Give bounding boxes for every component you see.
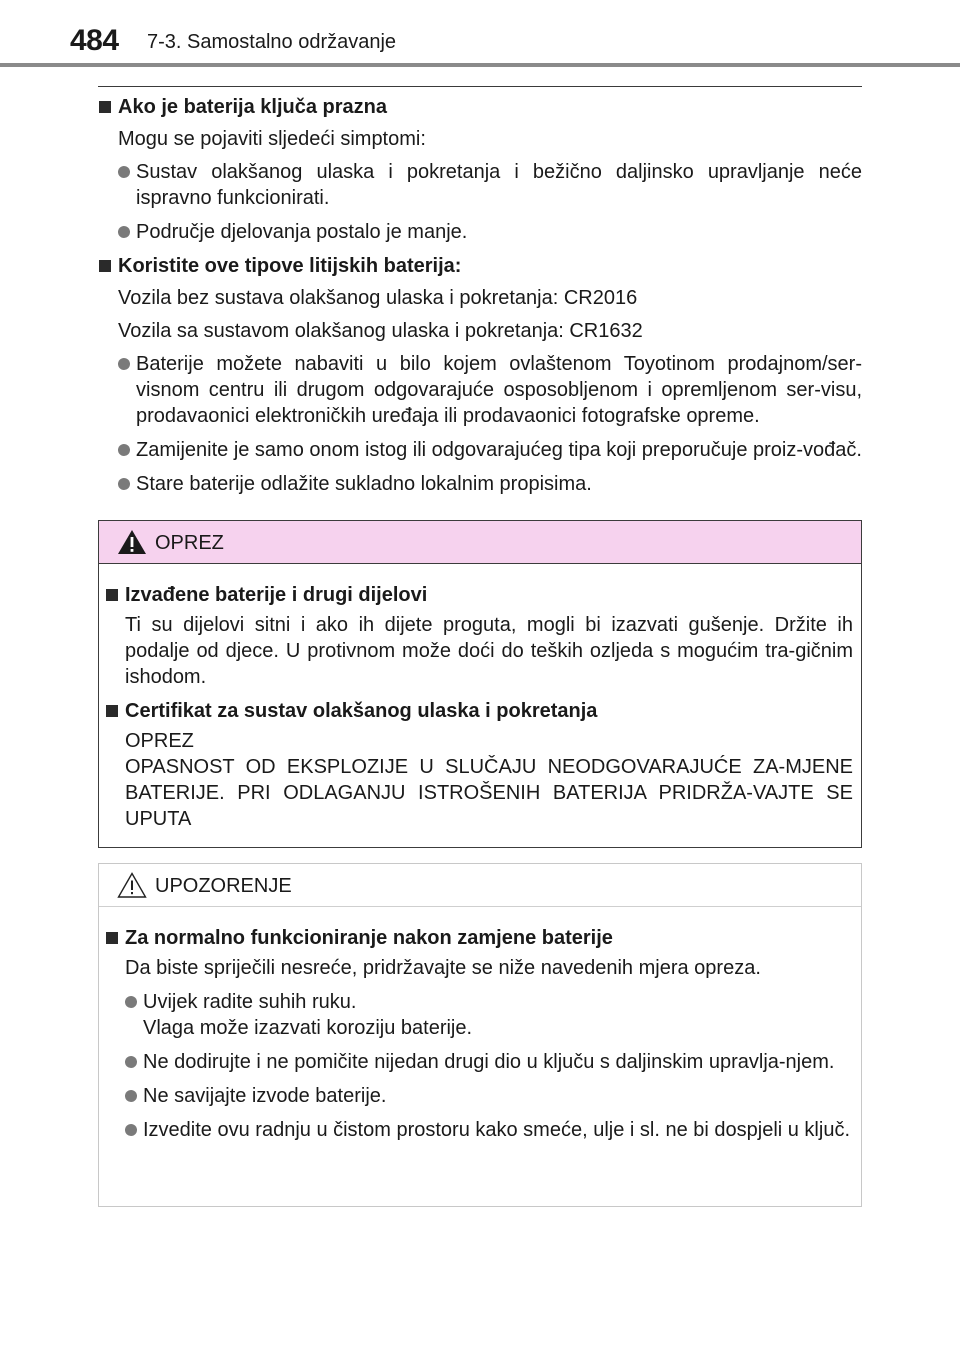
list-item — [105, 989, 853, 1041]
dot-bullet-icon — [125, 1056, 137, 1068]
square-bullet-icon — [106, 589, 118, 601]
heading-text: Za normalno funkcioniranje nakon zamjene baterije — [125, 927, 613, 949]
list-item-text: Stare baterije odlažite sukladno lokalnim propisima. — [136, 473, 592, 495]
caution-title: OPREZ — [155, 532, 224, 554]
dot-bullet-icon — [118, 444, 130, 456]
caution-item-heading — [105, 698, 853, 724]
caution-box — [98, 520, 862, 848]
dot-bullet-icon — [118, 478, 130, 490]
warning-box — [98, 863, 862, 1207]
section-heading — [98, 253, 862, 279]
section-heading — [98, 94, 862, 120]
dot-bullet-icon — [125, 996, 137, 1008]
list-item-text: Izvedite ovu radnju u čistom prostoru kako smeće, ulje i sl. ne bi dospjeli u ključ. — [143, 1119, 851, 1141]
list-item-text: Uvijek radite suhih ruku. — [143, 991, 357, 1013]
dot-bullet-icon — [125, 1090, 137, 1102]
heading-text: Certifikat za sustav olakšanog ulaska i pokretanja — [125, 700, 598, 722]
warning-header — [99, 864, 861, 907]
dot-bullet-icon — [125, 1124, 137, 1136]
square-bullet-icon — [99, 260, 111, 272]
list-item — [105, 1083, 853, 1109]
warning-outline-triangle-icon — [117, 872, 147, 898]
warning-body — [99, 907, 861, 1143]
caution-item-heading — [105, 582, 853, 608]
heading-text: Ako je baterija ključa prazna — [118, 96, 387, 118]
paragraph: Mogu se pojaviti sljedeći simptomi: — [118, 128, 426, 150]
square-bullet-icon — [99, 101, 111, 113]
warning-triangle-icon — [117, 529, 147, 555]
paragraph: Vozila sa sustavom olakšanog ulaska i pokretanja: CR1632 — [118, 320, 643, 342]
caution-body — [99, 564, 861, 832]
list-item-text: Ne dodirujte i ne pomičite nijedan drugi dio u ključu s daljinskim upravlja-njem. — [143, 1051, 835, 1073]
content-rule — [98, 86, 862, 87]
page-number: 484 — [70, 24, 119, 57]
list-item — [105, 1117, 853, 1143]
caution-paragraph: OPREZ — [125, 730, 194, 752]
square-bullet-icon — [106, 705, 118, 717]
caution-header — [99, 521, 861, 564]
header-rule — [0, 63, 960, 67]
heading-text: Izvađene baterije i drugi dijelovi — [125, 584, 428, 606]
list-item-text: Sustav olakšanog ulaska i pokretanja i bežično daljinsko upravljanje neće ispravno funkcionirati. — [136, 161, 862, 209]
caution-paragraph: Ti su dijelovi sitni i ako ih dijete proguta, mogli bi izazvati gušenje. Držite ih podalje od djece. U protivnom može doći do teških ozljeda s mogućim tra-gičnim ishodom. — [125, 614, 853, 688]
caution-paragraph: OPASNOST OD EKSPLOZIJE U SLUČAJU NEODGOVARAJUĆE ZA-MJENE BATERIJE. PRI ODLAGANJU ISTROŠENIH BATERIJA PRIDRŽA-VAJTE SE UPUTA — [125, 756, 853, 830]
list-item — [98, 219, 862, 245]
warning-title: UPOZORENJE — [155, 875, 292, 897]
paragraph: Vozila bez sustava olakšanog ulaska i pokretanja: CR2016 — [118, 287, 638, 309]
list-item — [98, 437, 862, 463]
square-bullet-icon — [106, 932, 118, 944]
list-item — [105, 1049, 853, 1075]
dot-bullet-icon — [118, 226, 130, 238]
warning-paragraph: Da biste spriječili nesreće, pridržavajte se niže navedenih mjera opreza. — [125, 957, 761, 979]
list-item — [98, 159, 862, 211]
warning-item-heading — [105, 925, 853, 951]
list-item-text: Područje djelovanja postalo je manje. — [136, 221, 468, 243]
chapter-title: 7-3. Samostalno održavanje — [147, 31, 397, 53]
heading-text: Koristite ove tipove litijskih baterija: — [118, 255, 462, 277]
page-header — [0, 0, 960, 70]
dot-bullet-icon — [118, 166, 130, 178]
list-item — [98, 351, 862, 429]
list-item-text: Ne savijajte izvode baterije. — [143, 1085, 387, 1107]
main-content — [98, 94, 862, 505]
dot-bullet-icon — [118, 358, 130, 370]
list-item — [98, 471, 862, 497]
list-item-text: Baterije možete nabaviti u bilo kojem ovlaštenom Toyotinom prodajnom/ser-visnom centru ili drugom odgovarajuće osposobljenom i opremljenom ser-visu, prodavaonici elektroničkih uređaja ili prodavaonici fotografske opreme. — [136, 353, 862, 427]
list-item-text: Zamijenite je samo onom istog ili odgovarajućeg tipa koji preporučuje proiz-vođač. — [136, 439, 862, 461]
list-item-text: Vlaga može izazvati koroziju baterije. — [143, 1017, 473, 1039]
